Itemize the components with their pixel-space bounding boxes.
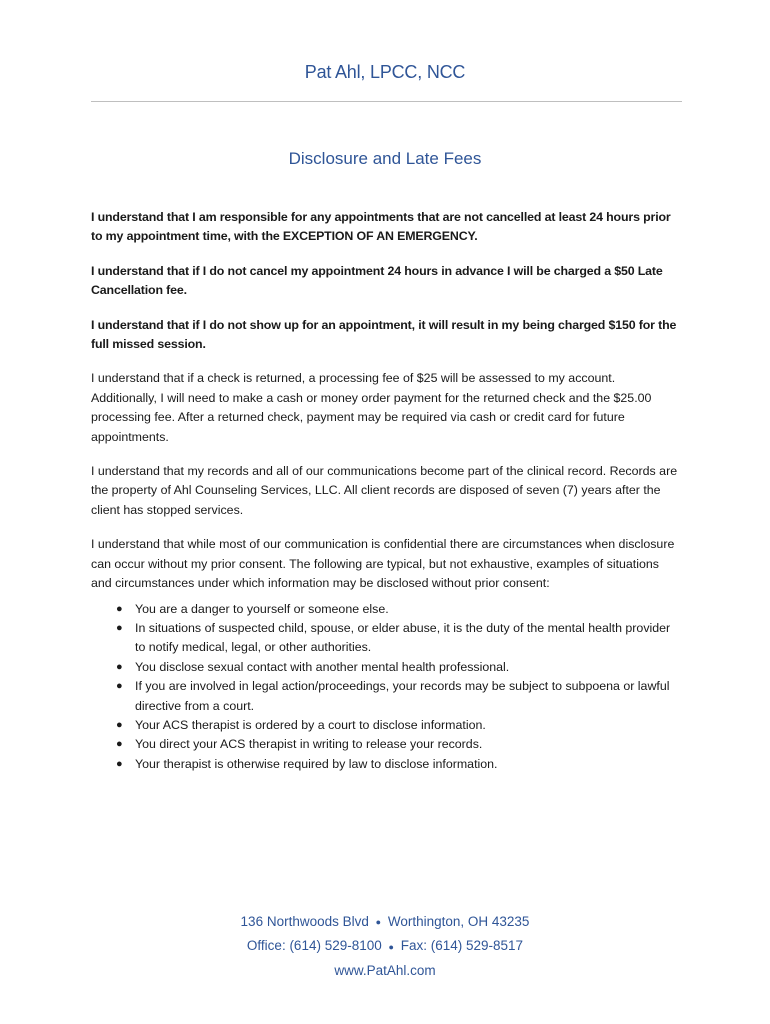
bullet-icon: ●	[116, 680, 123, 693]
document-title: Disclosure and Late Fees	[288, 149, 482, 168]
footer-street: 136 Northwoods Blvd	[240, 914, 369, 929]
list-item-text: You direct your ACS therapist in writing to release your records.	[135, 737, 483, 752]
list-item	[116, 658, 683, 677]
list-item-text: Your ACS therapist is ordered by a court to disclose information.	[135, 717, 486, 732]
paragraph-confidentiality: I understand that while most of our communication is confidential there are circumstances when disclosure can occur without my prior consent. The following are typical, but not exhaustive, examples of situations and circumstances under which information may be disclosed without prior consent:	[91, 537, 675, 591]
bullet-icon: ●	[116, 660, 123, 673]
list-item	[116, 735, 683, 754]
bullet-icon: ●	[116, 757, 123, 770]
footer-website[interactable]: www.PatAhl.com	[334, 962, 436, 978]
document-body	[91, 208, 683, 774]
list-item	[116, 755, 683, 774]
list-item	[116, 716, 683, 735]
bullet-icon: ●	[116, 738, 123, 751]
footer-contact	[0, 910, 770, 983]
list-item-text: If you are involved in legal action/proceedings, your records may be subject to subpoena or lawful directive from a court.	[135, 679, 670, 713]
list-item	[116, 677, 683, 716]
paragraph-records: I understand that my records and all of our communications become part of the clinical record. Records are the property of Ahl Counseling Services, LLC. All client records are disposed of seven (7) years after the client has stopped services.	[91, 464, 678, 517]
footer-phone-line	[0, 934, 770, 958]
bullet-icon: ●	[116, 621, 123, 634]
paragraph-returned-check: I understand that if a check is returned, a processing fee of $25 will be assessed to my account. Additionally, I will need to make a cash or money order payment for the returned check and the $25.00 processing fee. After a returned check, payment may be required via cash or credit card for future appointments.	[91, 371, 652, 444]
footer-city: Worthington, OH 43235	[387, 914, 530, 929]
disclosure-exceptions-list	[91, 600, 683, 775]
bullet-icon: ●	[116, 602, 123, 615]
footer-separator-icon: ●	[375, 917, 382, 928]
paragraph-late-cancellation-fee: I understand that if I do not cancel my appointment 24 hours in advance I will be charged a $50 Late Cancellation fee.	[91, 263, 663, 298]
footer-address-line	[0, 910, 770, 934]
bullet-icon: ●	[116, 718, 123, 731]
footer-office-phone: Office: (614) 529-8100	[246, 938, 382, 954]
letterhead-name: Pat Ahl, LPCC, NCC	[304, 62, 466, 82]
footer-separator-icon: ●	[388, 941, 394, 952]
paragraph-missed-session-fee: I understand that if I do not show up for an appointment, it will result in my being charged $150 for the full missed session.	[91, 317, 677, 352]
list-item-text: You are a danger to yourself or someone else.	[135, 601, 389, 616]
list-item-text: In situations of suspected child, spouse, or elder abuse, it is the duty of the mental health provider to notify medical, legal, or other authorities.	[135, 620, 671, 655]
paragraph-cancellation-policy: I understand that I am responsible for any appointments that are not cancelled at least 24 hours prior to my appointment time, with the EXCEPTION OF AN EMERGENCY.	[91, 210, 671, 244]
header-divider	[91, 101, 682, 102]
footer-fax: Fax: (614) 529-8517	[400, 938, 524, 954]
list-item-text: You disclose sexual contact with another mental health professional.	[135, 659, 510, 674]
list-item	[116, 600, 683, 619]
list-item-text: Your therapist is otherwise required by law to disclose information.	[135, 756, 498, 771]
list-item	[116, 619, 683, 658]
